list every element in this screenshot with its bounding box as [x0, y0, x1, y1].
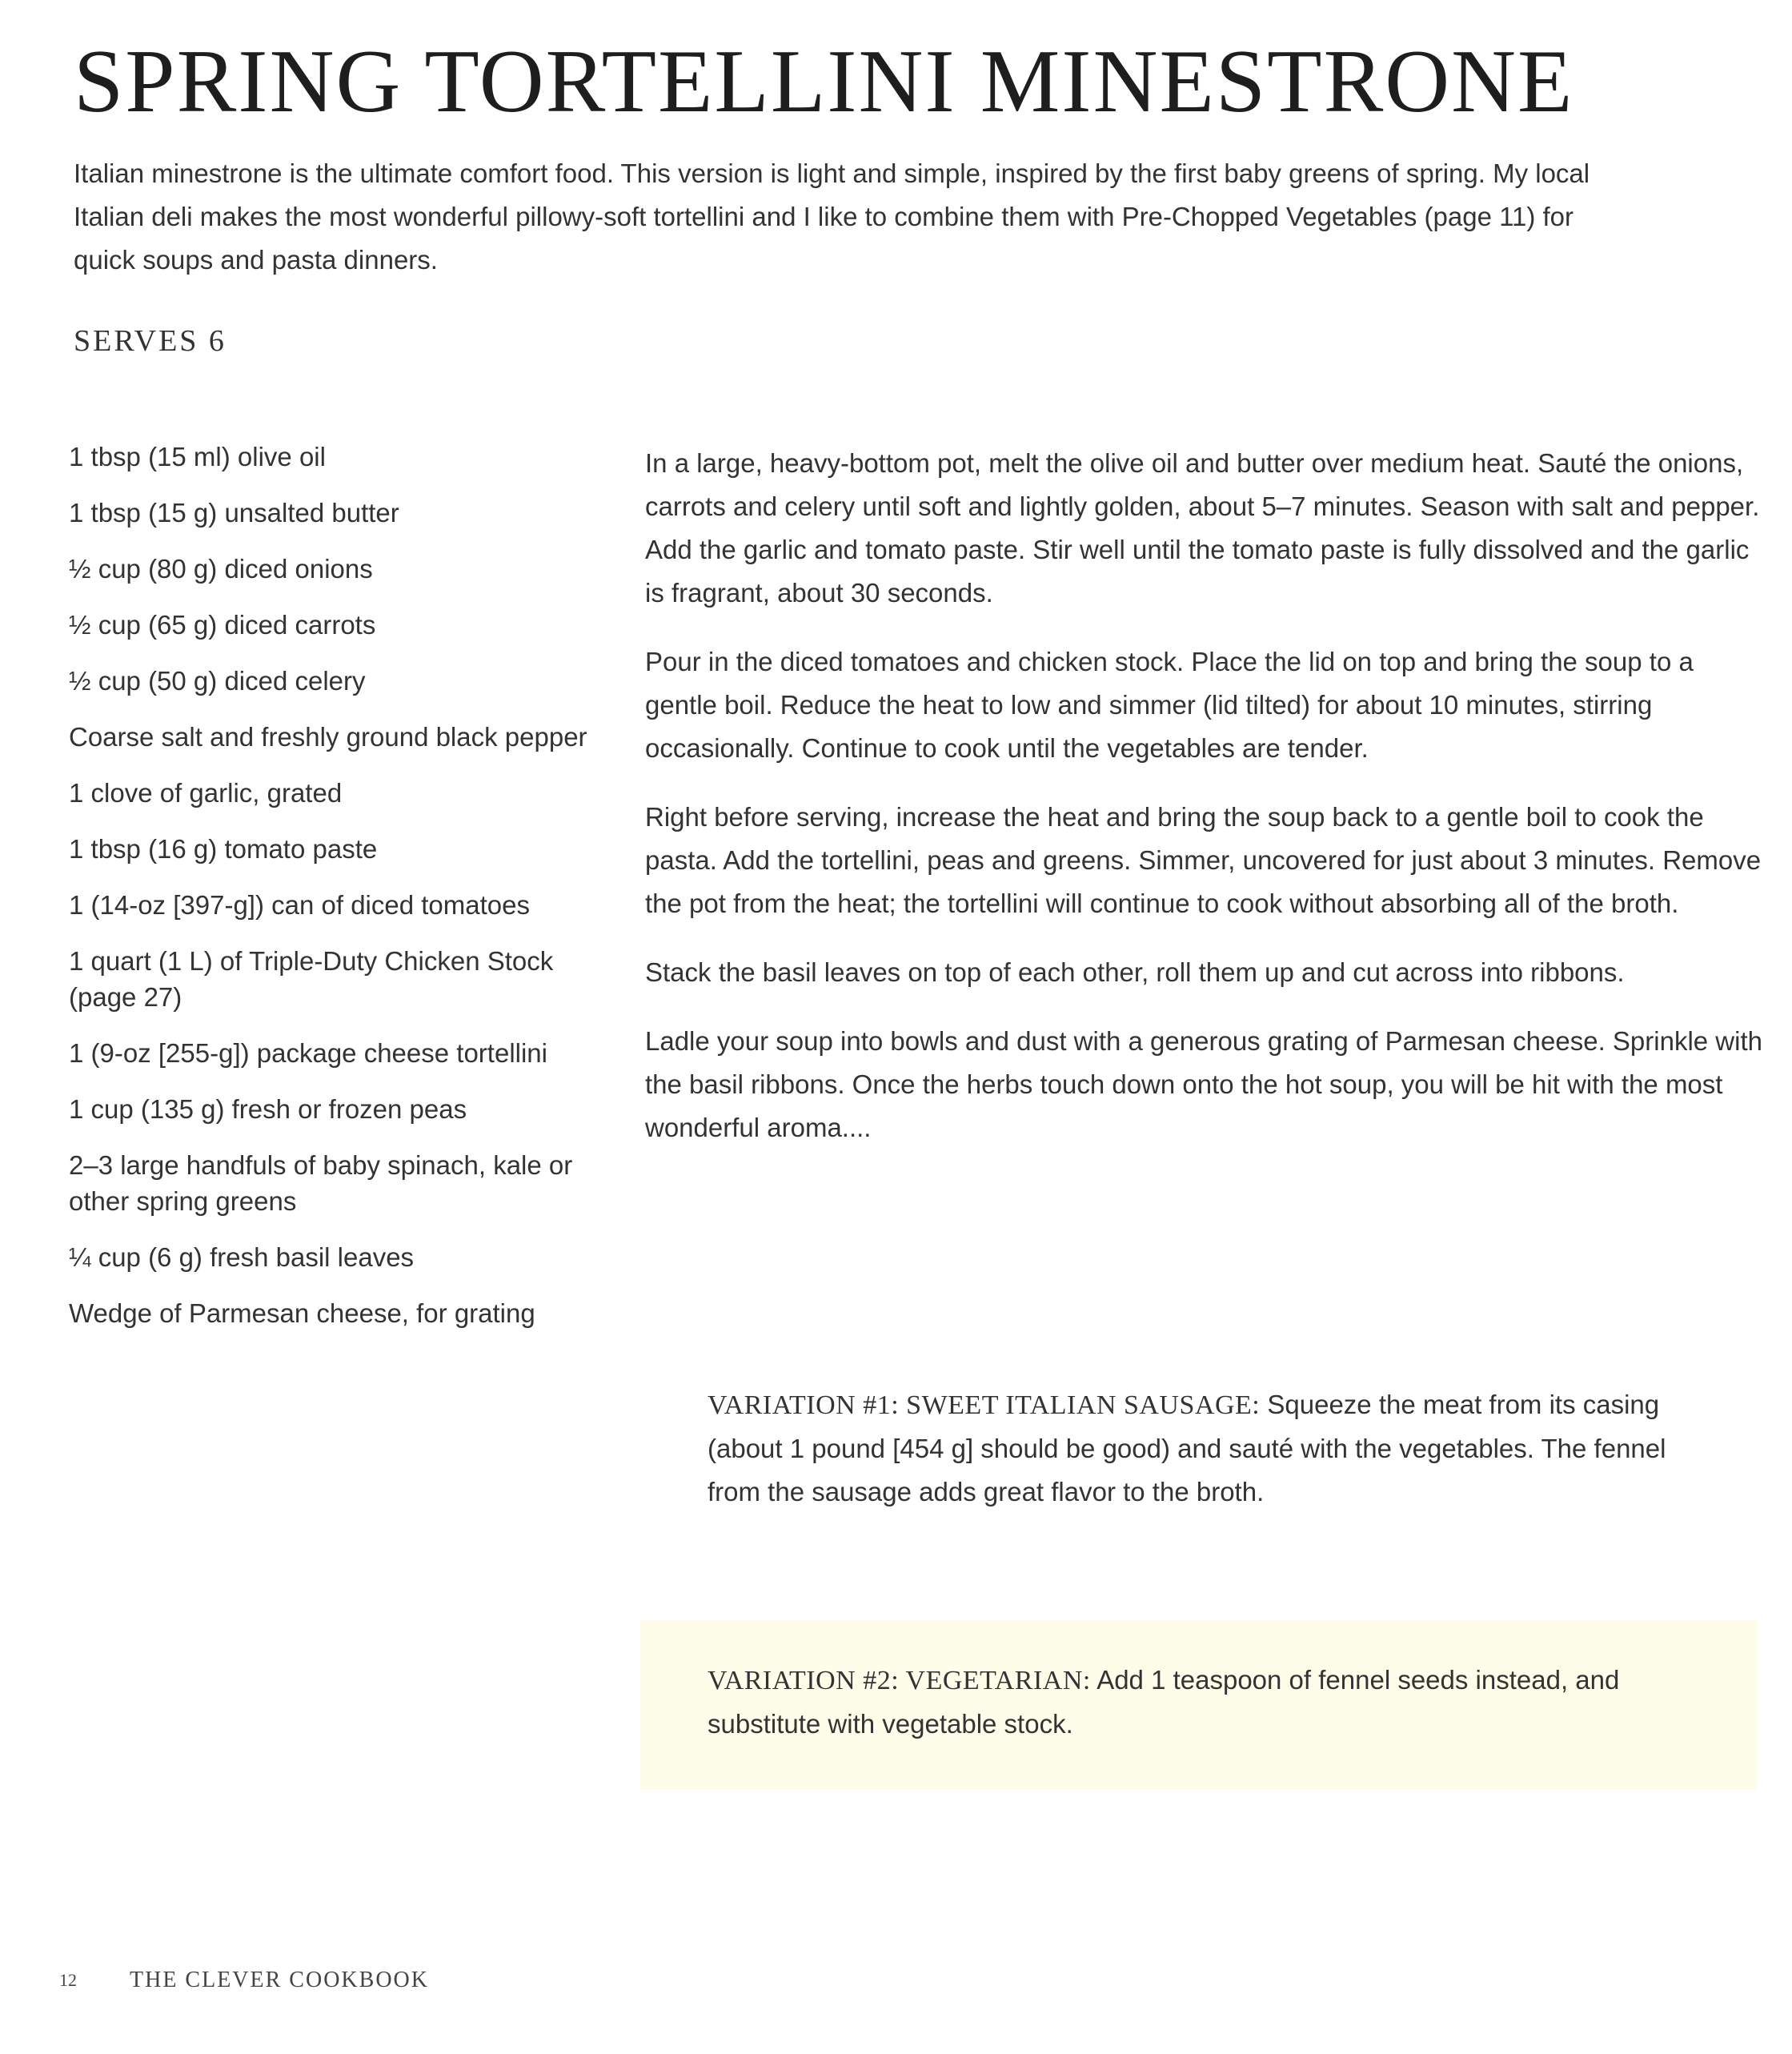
- method-step: In a large, heavy-bottom pot, melt the olive oil and butter over medium heat. Sauté the onions, carrots and celery until soft and lightly golden, about 5–7 minutes. Season with salt and pepper. Add the garlic and tomato paste. Stir well until the tomato paste is fully dissolved and the garlic is fragrant, about 30 seconds.: [645, 448, 1760, 608]
- variation-vegetarian: [708, 1659, 1692, 1746]
- variation-text: Squeeze the meat from its casing (about 1 pound [454 g] should be good) and sauté with the vegetables. The fennel from the sausage adds great flavor to the broth.: [708, 1390, 1666, 1506]
- ingredient-item: 1 tbsp (15 g) unsalted butter: [69, 498, 399, 528]
- ingredient-item: ½ cup (65 g) diced carrots: [69, 610, 376, 640]
- page-footer: [59, 1968, 429, 1993]
- variation-label: VARIATION #2: VEGETARIAN:: [708, 1666, 1091, 1695]
- variation-text: Add 1 teaspoon of fennel seeds instead, and substitute with vegetable stock.: [708, 1665, 1620, 1739]
- ingredient-item: 1 (14-oz [397-g]) can of diced tomatoes: [69, 890, 530, 920]
- ingredient-item: 2–3 large handfuls of baby spinach, kale or other spring greens: [69, 1150, 573, 1216]
- ingredient-item: ¼ cup (6 g) fresh basil leaves: [69, 1242, 415, 1272]
- variation-sausage: [708, 1383, 1692, 1514]
- ingredient-item: ½ cup (50 g) diced celery: [69, 666, 366, 696]
- ingredient-item: ½ cup (80 g) diced onions: [69, 554, 373, 584]
- ingredients-list: [69, 439, 613, 1351]
- method-step: Ladle your soup into bowls and dust with a generous grating of Parmesan cheese. Sprinkle with the basil ribbons. Once the herbs touch down onto the hot soup, you will be hit with the most wonderful aroma....: [645, 1026, 1762, 1142]
- method-steps: [645, 442, 1766, 1175]
- book-title: THE CLEVER COOKBOOK: [130, 1968, 429, 1992]
- recipe-intro: Italian minestrone is the ultimate comfort food. This version is light and simple, inspired by the first baby greens of spring. My local Italian deli makes the most wonderful pillowy-soft tortellini and I like to combine them with Pre-Chopped Vegetables (page 11) for quick soups and pasta dinners.: [74, 158, 1590, 275]
- ingredient-item: Wedge of Parmesan cheese, for grating: [69, 1298, 535, 1328]
- ingredient-item: 1 cup (135 g) fresh or frozen peas: [69, 1094, 467, 1124]
- variation-label: VARIATION #1: SWEET ITALIAN SAUSAGE:: [708, 1390, 1261, 1420]
- ingredient-item: 1 (9-oz [255-g]) package cheese tortellini: [69, 1038, 547, 1068]
- ingredient-item: Coarse salt and freshly ground black pepper: [69, 722, 587, 752]
- ingredient-item: 1 tbsp (15 ml) olive oil: [69, 442, 326, 471]
- method-step: Stack the basil leaves on top of each other, roll them up and cut across into ribbons.: [645, 957, 1625, 987]
- page-number: 12: [59, 1970, 77, 1990]
- ingredient-item: 1 clove of garlic, grated: [69, 778, 343, 808]
- method-step: Right before serving, increase the heat and bring the soup back to a gentle boil to cook the pasta. Add the tortellini, peas and greens. Simmer, uncovered for just about 3 minutes. Remove the pot from the heat; the tortellini will continue to cook without absorbing all of the broth.: [645, 802, 1762, 918]
- ingredient-item: 1 tbsp (16 g) tomato paste: [69, 834, 378, 864]
- ingredient-item: 1 quart (1 L) of Triple-Duty Chicken Stock (page 27): [69, 946, 554, 1012]
- serves-label: SERVES 6: [74, 324, 227, 358]
- method-step: Pour in the diced tomatoes and chicken stock. Place the lid on top and bring the soup to a gentle boil. Reduce the heat to low and simmer (lid tilted) for about 10 minutes, stirring occasionally. Continue to cook until the vegetables are tender.: [645, 647, 1694, 763]
- recipe-title: SPRING TORTELLINI MINESTRONE: [74, 32, 1574, 131]
